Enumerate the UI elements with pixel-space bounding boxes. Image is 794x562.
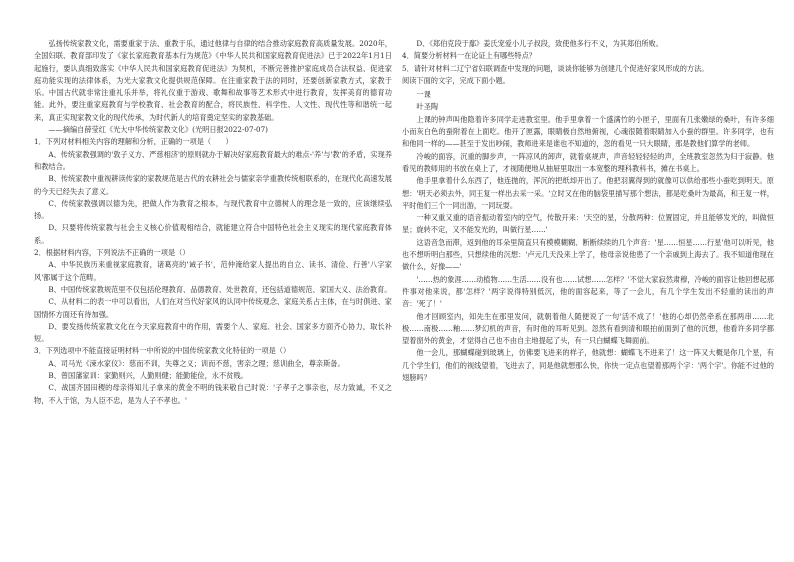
question-5: 5．请针对材料二辽宁省妇联调查中发现的问题，谈谈你能够为创建几个促进好家风形成的方法。: [402, 63, 709, 73]
question-1-option-a: A、传统家教强调的'敦子义方、严慈相济'的原则就办于解决好家庭教育最大的难点-'养'与'教'的矛盾，实现养和教结合。: [34, 149, 392, 171]
question-2-option-c: C、从材料二的表一中可以看出，人们在对当代好家风的认同中传统观念、家庭关系占主体，在与时俱进、家国情怀方面还有待加强。: [34, 297, 392, 319]
right-column: [402, 38, 774, 384]
question-2-option-a: A、中华民族历来重视家庭教育，诸葛亮的'诫子书'，范仲淹给家人提出的自立、读书、清俭、行善'八字家风'都属于这个范畴。: [34, 260, 392, 282]
story-title: 一课: [416, 90, 431, 100]
reading-instruction: 阅读下面的文字，完成下面小题。: [402, 75, 510, 85]
question-3-option-c: C、战国齐国田稷的母亲得知儿子拿来的黄金不明的钱来敬自己时说：'子孝子之事亲也，尽力致诚，不义之物，不入于馆，为人臣不忠，是为人子不孝也。': [34, 383, 392, 405]
story-paragraph-5: 这语音急而滞，返到他的耳朵里简直只有模模糊糊、断断续续的几个声音：'星……恒星……行星'他可以听见，他也不想听明白那些，只想续他的沉想：'卢元几天没来上学了，他母亲说他患了一个亲戚到上海去了。我不知道他现在做什么，好像——': [402, 237, 774, 272]
left-column: [34, 38, 392, 407]
question-2-option-b: B、中国传统家教规范里不仅包括伦理教育、品德教育、处世教育，还包括道德规范、家国大义、法治教育。: [48, 284, 392, 294]
question-1-option-d: D、只要将传统家教与社会主义核心价值观相结合，就能建立符合中国特色社会主义现实的现代家庭教育体系。: [34, 223, 392, 245]
question-3-option-d: D、《郑伯克段于鄢》姜氏宠爱小儿子叔段，致使他多行不义，为其郑伯所败。: [416, 39, 663, 48]
question-2-option-d: D、要发扬传统家教文化在今天家庭教育中的作用，需要个人、家庭、社会、国家多方面齐心协力，取长补短。: [34, 321, 392, 344]
question-1-option-c: C、传统家教强调以德为先，把做人作为教育之根本，与现代教育中立德树人的理念是一致的，应该继续弘扬。: [34, 198, 392, 221]
story-author: 叶圣陶: [416, 102, 438, 112]
question-2: 2．根据材料内容，下列说法不正确的一项是（）: [34, 248, 190, 258]
story-paragraph-6: '……热的象涯……动植物……生活……没有也……试想……怎样？'不觉大家寂然肃穆，冷峻的面容让他回想起那件事对他来说，都'怎样？'两字说得特别低沉，他的面容起来，等了一会儿，有几个学生发出不轻重的读出的声音：'死了！': [402, 274, 774, 309]
source-citation: ——摘编自薛莹红《光大中华传统家教文化》(光明日报2022-07-07): [48, 125, 268, 135]
question-3-option-a: A、司马光《涑水家仪》：慈而不训，失尊之义；训而不慈，害亲之理；慈训曲全，尊亲斯备。: [48, 358, 345, 368]
intro-paragraph: 弘扬传统家教文化，需要重家于法、重教于乐，通过他律与自律的结合推动家庭教育高质量发展。2020年，全国妇联、教育部印发了《家长家庭教育基本行为规范》《中华人民共和国家庭教育促进法》已于2022年1月1日起施行，要认真细致落实《中华人民共和国家庭教育促进法》为契机，不断完善推护家庭成员合法权益、促进家庭功能实现的法律体系，为光大家教文化提供规范保障。在注重家教于法的同时，还要创新家教方式，家教于乐。中国古代就非常注重礼乐并举，将礼仪重于游戏、歌舞和故事等艺术形式中进行教育，发挥美育的德育功能。此外，要注重家庭教育与学校教育、社会教育的配合，将民族性、科学性、人文性、现代性等和谐统一起来，真正实现家教文化的现代传承，为时代新人的培育奠定坚实的家教基础。: [34, 39, 392, 122]
story-paragraph-2: 冷峻的面容，沉重的脚步声，一阵凉风的卸声，就着桌规声，声音轻轻轻轻的声，全班教室忽然为归于寂静。他看见的教师用的书放在桌上了，才视随便地从抽屉里取出一本宽整的理科教科书，摊在书桌上。: [402, 151, 774, 173]
question-1-option-b: B、传统家教中重视耕读传家的家教规范是古代的农耕社会与儒家亲学重教传统相联系的，在现代化高速发展的今天已经失去了意义。: [34, 174, 392, 196]
story-paragraph-1: 上课的钟声叫他隐着许多同学走进教室里。他手里拿着一个盛满竹的小匣子，里面有几张嫩绿的桑叶，有许多细小而灰白色的蚕附着在上面吃。他开了匣露，眼睛极自然地俯视，心魂很随着眼睛加入小蚕的群里。许多同学，也有和他同一样的——甚至于发出吵闹，教师进来是谁也不知道的，忽的看见一只大眼睛，那是教他们算学的老师。: [402, 114, 774, 149]
story-paragraph-8: 他一会儿，那蝴蝶碰到玻璃上，仿佛要飞进来的样子，他就想：蝴蝶飞不进来了！这一阵又大概是你几个星，有几个学生们，他们的视线望着，飞进去了，同是他就想那么快，你快一定点也望着那两个字：'两个字'。你能不过他的翅膀吗？: [402, 348, 774, 383]
question-3: 3．下列选项中不能直接证明材料一中所说的中国传统家教文化特征的一项是（）: [34, 346, 291, 356]
story-paragraph-3: 他手里拿着什么东西了，他连抛的，浑沉的把纸却开出了。他把羽翼得到的就像可以供给那些小蚕吃到明天。原想：'明天必须去外，同王复一样出去采一采。'立时又在他的脑袋里描写那个想法，都是吃桑叶为最高，和王复一样，平时他们三个一同出游，一同玩耍。: [402, 176, 774, 210]
question-3-option-b: B、曾国藩家训：家勤则兴，人勤则健；能勤能俭，永不贫贱。: [48, 371, 248, 381]
question-1: 1．下列对材料相关内容的理解和分析，正确的一项是（ ）: [34, 137, 233, 147]
story-paragraph-4: 一种又重又重的语音振动着室内的空气，传散开来：'天空的星，分散两种：位置固定，并且能够发光的，叫做恒星；旋转不定，又不能发光的，叫做行星……': [402, 213, 774, 235]
question-4: 4．简要分析材料一在论证上有哪些特点？: [402, 51, 536, 61]
story-paragraph-7: 他才回顾室内，知先生在那里发问，就朝着他人随便说了一句'活不成了！'他的心却仍然牵系在那两串……北极……南极……釉……梦幻机的声音，有时他的耳听见到。忽然有看到清和眼拍前面到了他的沉想，他看许多同学都望着窗外的黄金，才觉得自己也不由自主地提起了头，有一只白蝴蝶飞舞面前。: [402, 311, 774, 346]
